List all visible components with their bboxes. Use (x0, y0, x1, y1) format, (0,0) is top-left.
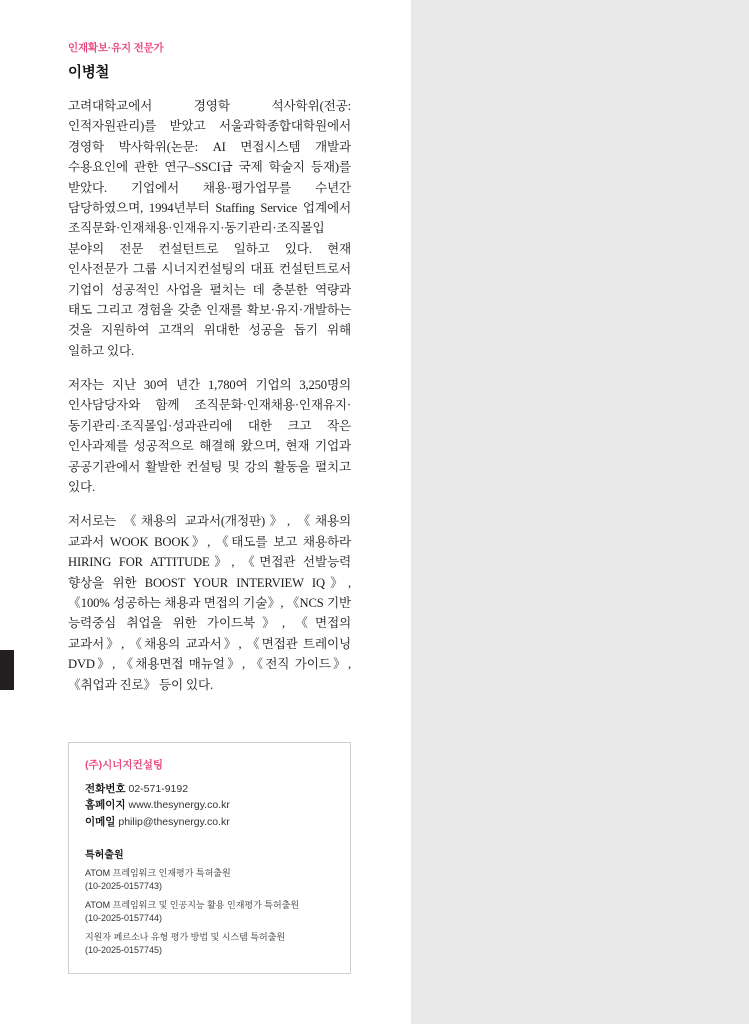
patent-number: (10-2025-0157743) (85, 880, 163, 891)
author-eyebrow: 인재확보·유지 전문가 (68, 42, 164, 54)
contact-card (68, 742, 351, 974)
author-name: 이병철 (68, 65, 110, 81)
contact-website-label: 홈페이지 (85, 799, 126, 812)
contact-website (85, 797, 334, 813)
contact-email (85, 814, 334, 830)
page-edge-shade (410, 0, 749, 1024)
contact-website-value[interactable]: www.thesynergy.co.kr (128, 799, 230, 812)
patent-item (85, 899, 334, 925)
patent-item (85, 867, 334, 893)
contact-phone-label: 전화번호 (85, 783, 126, 795)
company-name: (주)시너지컨설팅 (85, 759, 163, 771)
patent-title: 지원자 페르소나 유형 평가 방법 및 시스템 특허출원 (85, 931, 286, 942)
contact-email-value[interactable]: philip@thesynergy.co.kr (118, 815, 230, 828)
contact-phone (85, 781, 334, 797)
author-bio-paragraph-1: 고려대학교에서 경영학 석사학위(전공: 인적자원관리)를 받았고 서울과학종합대학원에서 경영학 박사학위(논문: AI 면접시스템 개발과 수용요인에 관한 연구–SSCI급 국제 학술지 등재)를 받았다. 기업에서 채용·평가업무를 수년간 담당하였으며, 1994년부터 Staffing Service 업계에서 조직문화·인재채용·인재유지·동기관리·조직몰입 분야의 전문 컨설턴트로 일하고 있다. 현재 인사전문가 그룹 시너지컨설팅의 대표 컨설턴트로서 기업이 성공적인 사업을 펼치는 데 충분한 역량과 태도 그리고 경험을 갖춘 인재를 확보·유지·개발하는 것을 지원하여 고객의 위대한 성공을 돕기 위해 일하고 있다. (68, 99, 351, 358)
author-profile (68, 40, 351, 695)
contact-phone-value: 02-571-9192 (128, 783, 189, 795)
contact-email-label: 이메일 (85, 815, 116, 828)
patent-title: ATOM 프레임워크 인재평가 특허출원 (85, 867, 231, 878)
author-bio-paragraph-2: 저자는 지난 30여 년간 1,780여 기업의 3,250명의 인사담당자와 함께 조직문화·인재채용·인재유지·동기관리·조직몰입·성과관리에 대한 크고 작은 인사과제를 성공적으로 해결해 왔으며, 현재 기업과 공공기관에서 활발한 컨설팅 및 강의 활동을 펼치고 있다. (68, 378, 351, 495)
patent-number: (10-2025-0157745) (85, 945, 163, 956)
patent-item (85, 931, 334, 957)
patent-number: (10-2025-0157744) (85, 912, 163, 923)
patent-heading: 특허출원 (85, 849, 124, 861)
author-bio-paragraph-3: 저서로는 《채용의 교과서(개정판)》, 《채용의 교과서 WOOK BOOK》, 《태도를 보고 채용하라 HIRING FOR ATTITUDE》, 《면접관 선발능력 향상을 위한 BOOST YOUR INTERVIEW IQ》, 《100% 성공하는 채용과 면접의 기술》, 《NCS 기반 능력중심 취업을 위한 가이드북》, 《면접의 교과서》, 《채용의 교과서》, 《면접관 트레이닝 DVD》, 《채용면접 매뉴얼》, 《전직 가이드》, 《취업과 진로》 등이 있다. (68, 514, 351, 692)
edge-tab-marker (0, 650, 14, 690)
patent-title: ATOM 프레임워크 및 인공지능 활용 인재평가 특허출원 (85, 899, 300, 910)
